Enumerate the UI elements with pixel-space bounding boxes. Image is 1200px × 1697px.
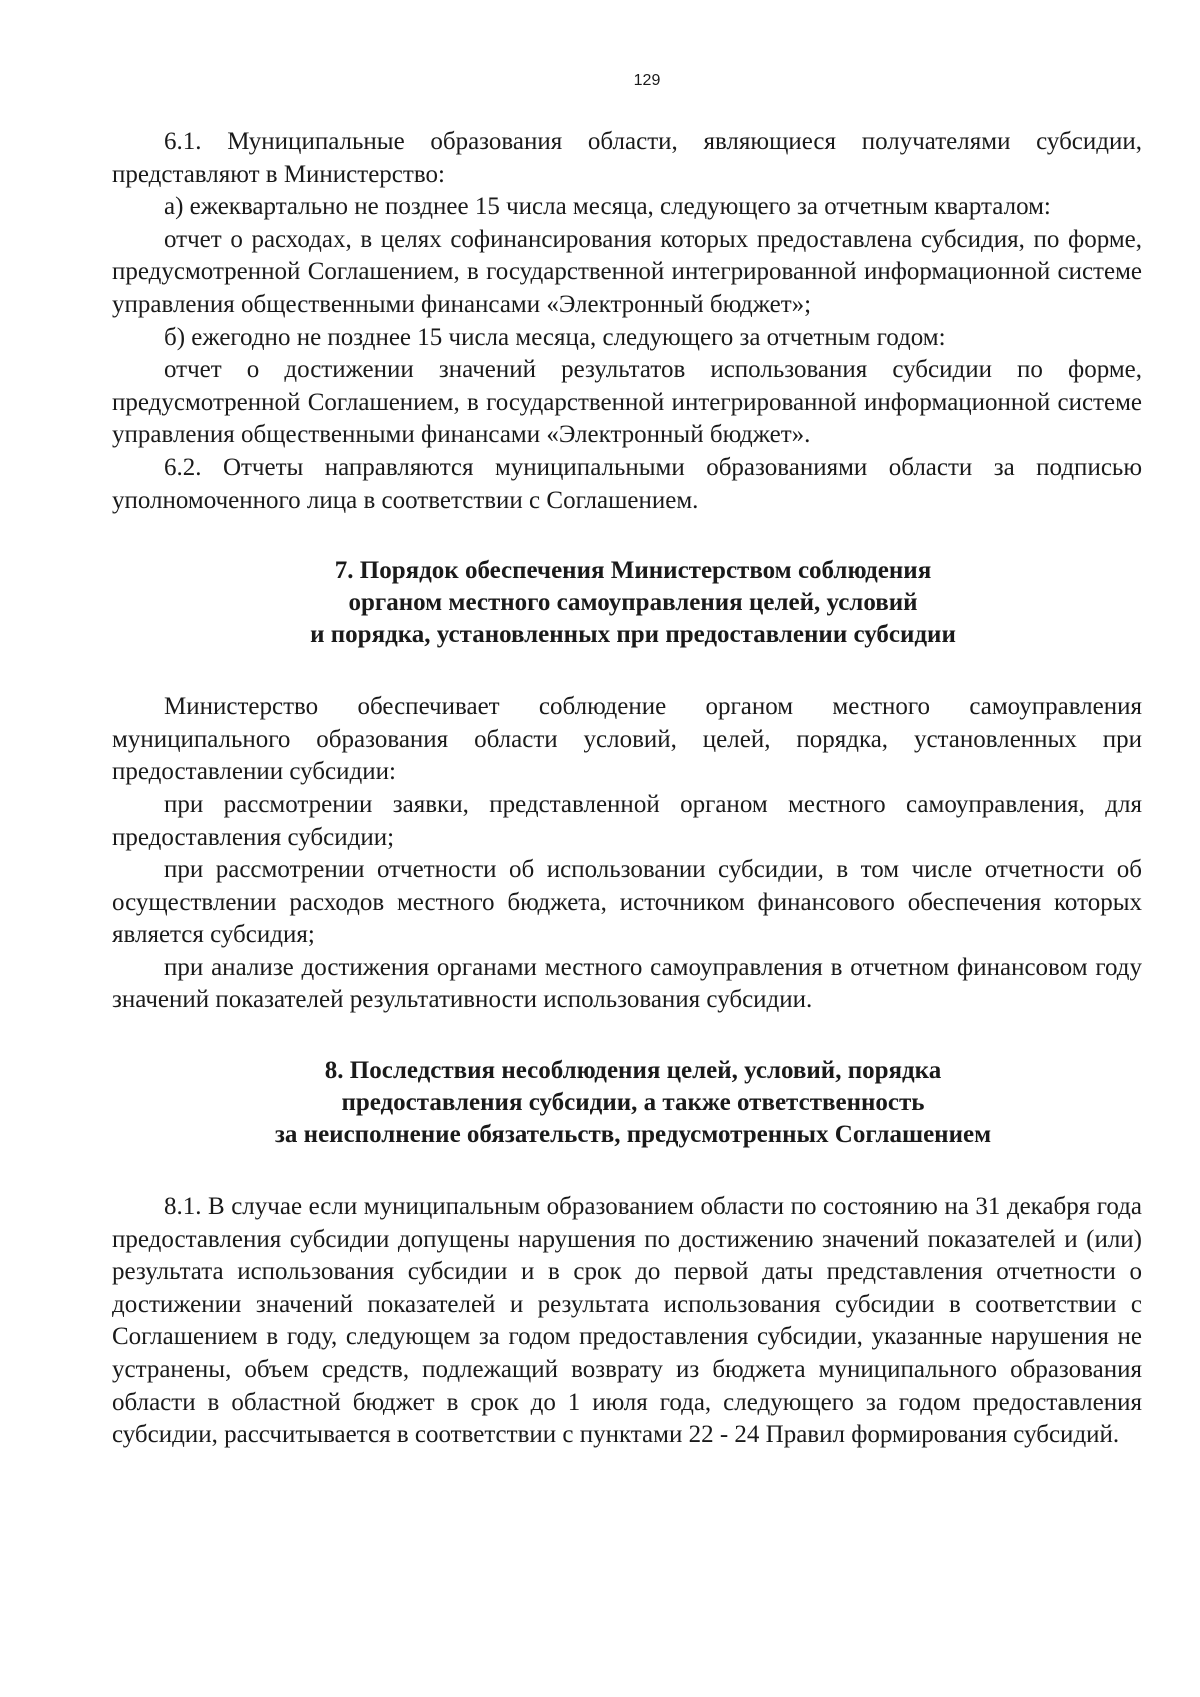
- section-6-body: [112, 126, 1142, 517]
- heading-line: органом местного самоуправления целей, условий: [348, 589, 918, 617]
- paragraph-6-1-b-report: отчет о достижении значений результатов использования субсидии по форме, предусмотренной Соглашением, в государственной интегрированной информационной системе управления общественными финансами «Электронный бюджет».: [112, 356, 1142, 449]
- paragraph-7-item: при рассмотрении отчетности об использовании субсидии, в том числе отчетности об осуществлении расходов местного бюджета, источником финансового обеспечения которых является субсидия;: [112, 856, 1142, 949]
- heading-line: и порядка, установленных при предоставлении субсидии: [310, 621, 956, 649]
- heading-line: предоставления субсидии, а также ответственность: [341, 1089, 925, 1117]
- page-number: 129: [633, 72, 661, 89]
- heading-line: за неисполнение обязательств, предусмотренных Соглашением: [274, 1121, 992, 1149]
- paragraph-6-2: 6.2. Отчеты направляются муниципальными образованиями области за подписью уполномоченного лица в соответствии с Соглашением.: [112, 453, 1142, 514]
- section-8-body: [112, 1191, 1142, 1452]
- paragraph-7-item: при анализе достижения органами местного самоуправления в отчетном финансовом году значений показателей результативности использования субсидии.: [112, 953, 1142, 1014]
- section-8-heading: [112, 1055, 1142, 1151]
- paragraph-6-1-a: а) ежеквартально не позднее 15 числа месяца, следующего за отчетным кварталом:: [164, 193, 1051, 221]
- section-7-body: [112, 691, 1142, 1017]
- section-7-heading: [112, 555, 1142, 651]
- heading-line: 8. Последствия несоблюдения целей, условий, порядка: [324, 1057, 942, 1085]
- heading-line: 7. Порядок обеспечения Министерством соблюдения: [334, 557, 932, 585]
- paragraph-7-intro: Министерство обеспечивает соблюдение органом местного самоуправления муниципального образования области условий, целей, порядка, установленных при предоставлении субсидии:: [112, 693, 1142, 786]
- paragraph-6-1-a-report: отчет о расходах, в целях софинансирования которых предоставлена субсидия, по форме, предусмотренной Соглашением, в государственной интегрированной информационной системе управления общественными финансами «Электронный бюджет»;: [112, 225, 1142, 318]
- paragraph-6-1-b: б) ежегодно не позднее 15 числа месяца, следующего за отчетным годом:: [164, 323, 946, 351]
- paragraph-7-item: при рассмотрении заявки, представленной органом местного самоуправления, для предоставления субсидии;: [112, 790, 1142, 851]
- paragraph-8-1: 8.1. В случае если муниципальным образованием области по состоянию на 31 декабря года предоставления субсидии допущены нарушения по достижению значений показателей и (или) результата использования субсидии и в срок до первой даты представления отчетности о достижении значений показателей и результата использования субсидии в соответствии с Соглашением в году, следующем за годом предоставления субсидии, указанные нарушения не устранены, объем средств, подлежащий возврату из бюджета муниципального образования области в областной бюджет в срок до 1 июля года, следующего за годом предоставления субсидии, рассчитывается в соответствии с пунктами 22 - 24 Правил формирования субсидий.: [112, 1193, 1142, 1449]
- paragraph-6-1: 6.1. Муниципальные образования области, являющиеся получателями субсидии, представляют в Министерство:: [112, 128, 1142, 188]
